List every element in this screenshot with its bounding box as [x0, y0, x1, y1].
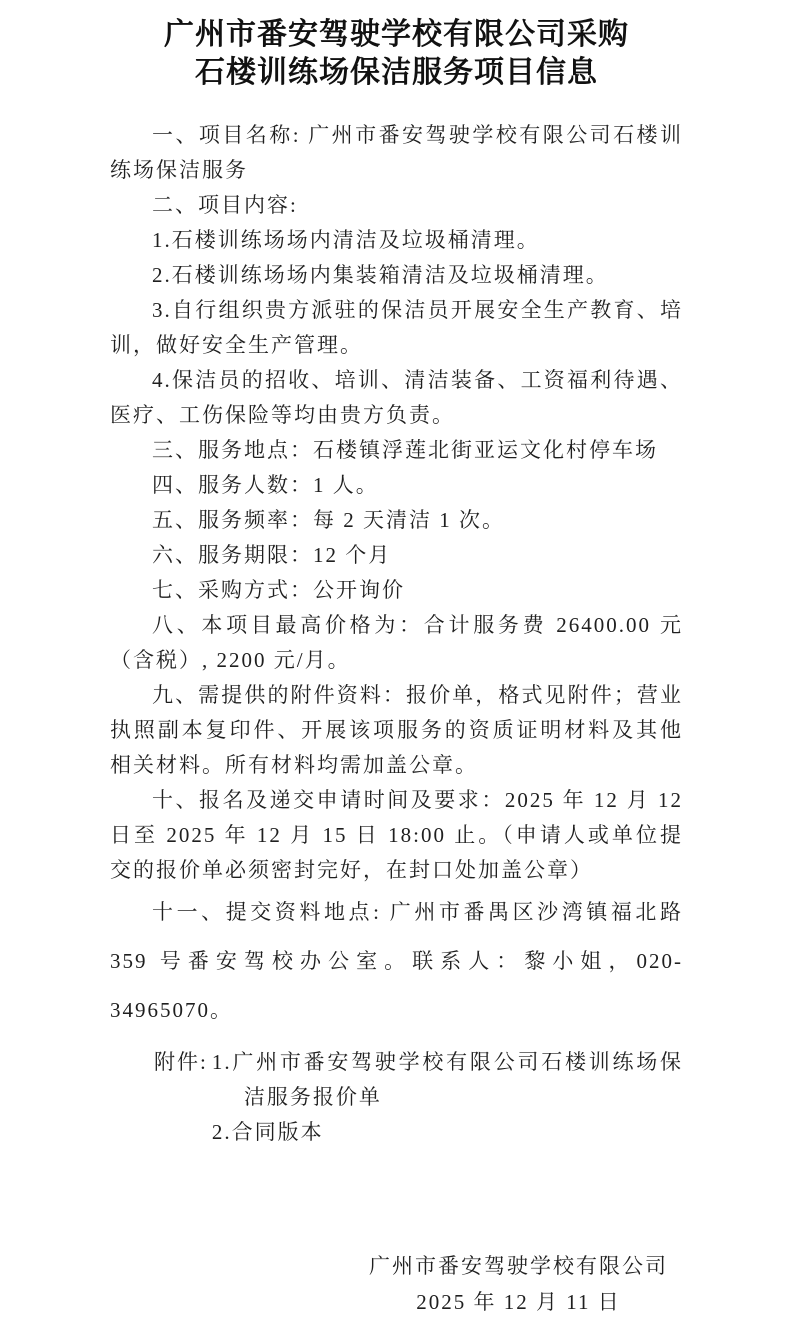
- para-max-price: 八、本项目最高价格为：合计服务费 26400.00 元（含税）, 2200 元/月。: [110, 613, 683, 672]
- para-application-time: 十、报名及递交申请时间及要求：2025 年 12 月 12 日至 2025 年 12 月 15 日 18:00 止。（申请人或单位提交的报价单必须密封完好，在封口处加盖公章）: [110, 788, 683, 882]
- para-content-item-4: 4.保洁员的招收、培训、清洁装备、工资福利待遇、医疗、工伤保险等均由贵方负责。: [110, 368, 683, 427]
- para-content-item-1: 1.石楼训练场场内清洁及垃圾桶清理。: [152, 228, 540, 252]
- signature-company: 广州市番安驾驶学校有限公司: [369, 1254, 668, 1278]
- para-service-headcount: 四、服务人数：1 人。: [152, 473, 379, 497]
- signature-date: 2025 年 12 月 11 日: [416, 1290, 621, 1314]
- para-service-frequency: 五、服务频率：每 2 天清洁 1 次。: [152, 508, 505, 532]
- attachments-section: [110, 1045, 683, 1150]
- para-service-location: 三、服务地点：石楼镇浮莲北街亚运文化村停车场: [152, 438, 658, 462]
- para-procurement-method: 七、采购方式：公开询价: [152, 578, 405, 602]
- para-content-item-3: 3.自行组织贵方派驻的保洁员开展安全生产教育、培训，做好安全生产管理。: [110, 298, 683, 357]
- para-service-term: 六、服务期限：12 个月: [152, 543, 392, 567]
- attachments-list: [212, 1045, 683, 1150]
- document-title: [110, 16, 683, 92]
- attachment-item-contract: 2.合同版本: [211, 1120, 324, 1144]
- para-project-content-heading: 二、项目内容:: [152, 193, 298, 217]
- document-title-line-1: 广州市番安驾驶学校有限公司采购: [164, 18, 629, 51]
- para-required-documents: 九、需提供的附件资料：报价单，格式见附件；营业执照副本复印件、开展该项服务的资质证明材料及其他相关材料。所有材料均需加盖公章。: [110, 683, 683, 777]
- para-project-name: 一、项目名称: 广州市番安驾驶学校有限公司石楼训练场保洁服务: [110, 123, 683, 182]
- document-title-line-2: 石楼训练场保洁服务项目信息: [195, 56, 598, 89]
- para-content-item-2: 2.石楼训练场场内集装箱清洁及垃圾桶清理。: [152, 263, 609, 287]
- para-submission-location: 十一、提交资料地点: 广州市番禺区沙湾镇福北路 359 号番安驾校办公室。联系人：黎小姐，020-34965070。: [110, 900, 683, 1022]
- attachment-item-quotation: 1.广州市番安驾驶学校有限公司石楼训练场保洁服务报价单: [211, 1050, 683, 1109]
- attachments-label: 附件:: [154, 1050, 208, 1074]
- document-body: [110, 118, 683, 1035]
- signature-block: [110, 1248, 683, 1320]
